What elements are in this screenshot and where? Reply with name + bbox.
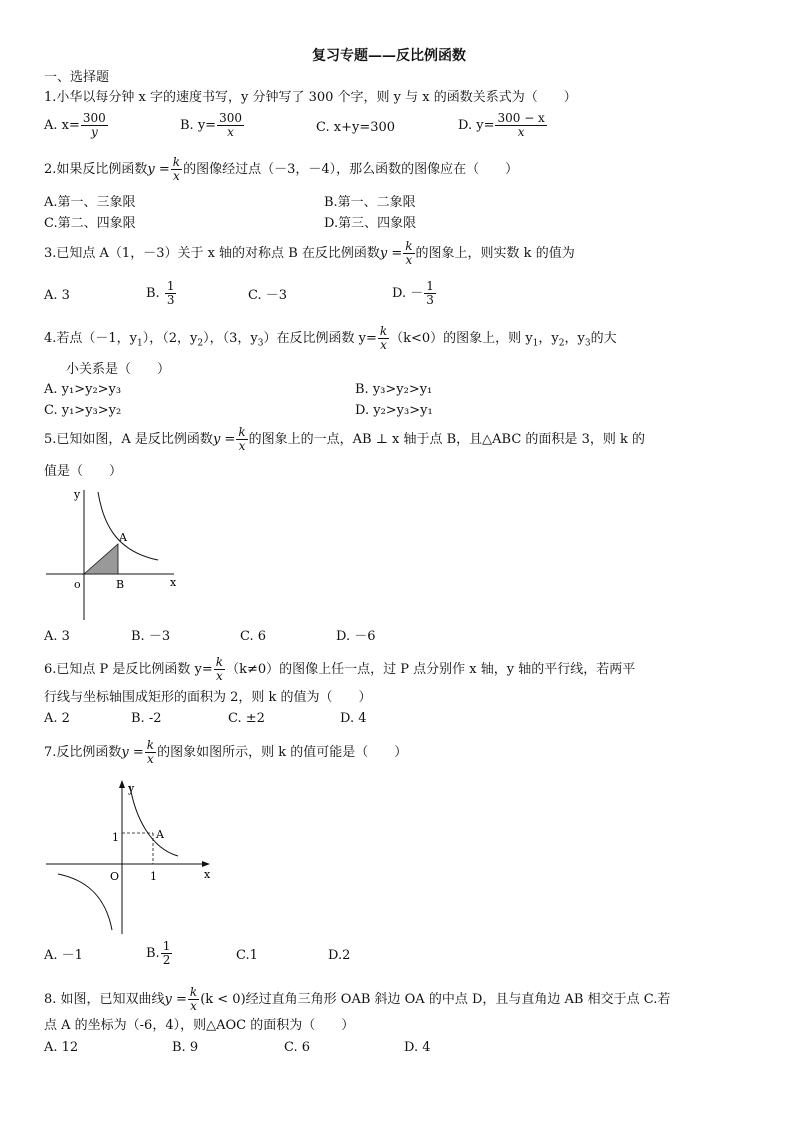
q7-figure [40, 778, 230, 938]
q1-option-a: A. x= $\frac{300}{y}$ [44, 111, 106, 139]
q4-stem: 4.若点（－1，$y_1$），（2，$y_2$），（3，$y_3$）在反比例函数 y= $\frac{k}{x}$ （k<0）的图象上，则 $y_1$，$y_2$，$y_3$的大 [44, 324, 617, 352]
q4-option-d: D. y₂>y₃>y₁ [355, 403, 433, 418]
q1-stem: 1.小华以每分钟 x 字的速度书写，y 分钟写了 300 个字，则 y 与 x 的函数关系式为（ ） [44, 90, 577, 105]
q7-option-a: A. －1 [44, 948, 83, 963]
q5-figure [40, 484, 190, 624]
q6-option-c: C. ±2 [228, 711, 265, 726]
q2-stem: 2.如果反比例函数y = $\frac{k}{x}$ 的图像经过点（－3，－4），那么函数的图像应在（ ） [44, 155, 519, 183]
q1-option-d: D. y= $\frac{300 - x}{x}$ [458, 111, 545, 139]
q2-option-c: C.第二、四象限 [44, 216, 136, 231]
q7-option-c: C.1 [236, 948, 258, 963]
q5-stem: 5.已知如图，A 是反比例函数y = $\frac{k}{x}$ 的图象上的一点，AB ⊥ x 轴于点 B，且△ABC 的面积是 3，则 k 的 [44, 425, 645, 453]
q1-option-c: C. x+y=300 [316, 120, 396, 135]
q8-option-a: A. 12 [44, 1040, 79, 1055]
q7-stem: 7.反比例函数y = $\frac{k}{x}$ 的图象如图所示，则 k 的值可能是（ ） [44, 738, 408, 766]
q7-point-a: A [156, 828, 164, 841]
q5-shaded-triangle [84, 544, 118, 574]
q5-option-a: A. 3 [44, 629, 70, 644]
q5-point-b: B [116, 578, 125, 591]
q5-option-b: B. －3 [131, 629, 171, 644]
q7-x-arrow [202, 861, 210, 867]
q3-option-a: A. 3 [44, 288, 70, 303]
q8-option-d: D. 4 [404, 1040, 431, 1055]
q2-option-b: B.第一、二象限 [324, 195, 416, 210]
q7-origin-label: O [110, 870, 120, 883]
q8-stem: 8. 如图，已知双曲线y = $\frac{k}{x}$ (k < 0)经过直角三角形 OAB 斜边 OA 的中点 D，且与直角边 AB 相交于点 C.若 [44, 985, 671, 1013]
q7-x-label: x [204, 868, 211, 881]
q6-stem-line2: 行线与坐标轴围成矩形的面积为 2，则 k 的值为（ ） [44, 690, 372, 705]
q8-option-c: C. 6 [284, 1040, 311, 1055]
q5-stem-line2: 值是（ ） [44, 464, 123, 479]
q4-option-a: A. y₁>y₂>y₃ [44, 382, 122, 397]
q6-option-b: B. -2 [131, 711, 162, 726]
q6-stem: 6.已知点 P 是反比例函数 y= $\frac{k}{x}$ （k≠0）的图像上任一点，过 P 点分别作 x 轴，y 轴的平行线，若两平 [44, 655, 636, 683]
q7-option-b: B. $\frac{1}{2}$ [146, 939, 171, 967]
q7-option-d: D.2 [328, 948, 351, 963]
page-title: 复习专题——反比例函数 [312, 48, 466, 64]
q4-option-c: C. y₁>y₃>y₂ [44, 403, 122, 418]
q7-curve-q1 [130, 786, 178, 856]
q3-option-d: D. － $\frac{1}{3}$ [392, 279, 434, 307]
q4-option-b: B. y₃>y₂>y₁ [355, 382, 433, 397]
q7-y-label: y [128, 782, 135, 795]
q7-one-y: 1 [112, 831, 119, 844]
q3-option-c: C. －3 [248, 288, 288, 303]
q2-option-a: A.第一、三象限 [44, 195, 136, 210]
q6-option-d: D. 4 [340, 711, 367, 726]
q3-stem: 3.已知点 A（1，－3）关于 x 轴的对称点 B 在反比例函数y = $\frac{k}{x}$ 的图象上，则实数 k 的值为 [44, 239, 575, 267]
q7-y-arrow [119, 780, 125, 788]
section-heading: 一、选择题 [44, 70, 110, 85]
q1-option-b: B. y= $\frac{300}{x}$ [180, 111, 242, 139]
q6-option-a: A. 2 [44, 711, 70, 726]
q3-option-b: B. $\frac{1}{3}$ [146, 279, 175, 307]
q5-option-d: D. －6 [336, 629, 376, 644]
q7-curve-q3 [58, 874, 112, 930]
q7-one-x: 1 [150, 870, 157, 883]
q4-stem-line2: 小关系是（ ） [66, 362, 171, 377]
q2-option-d: D.第三、四象限 [324, 216, 417, 231]
q5-x-label: x [170, 576, 177, 589]
q8-option-b: B. 9 [172, 1040, 199, 1055]
q5-y-label: y [74, 488, 81, 501]
q5-curve [98, 492, 158, 560]
q5-origin-label: o [74, 578, 81, 591]
q5-point-a: A [119, 531, 127, 544]
q8-stem-line2: 点 A 的坐标为（-6，4），则△AOC 的面积为（ ） [44, 1018, 355, 1033]
q5-option-c: C. 6 [240, 629, 267, 644]
